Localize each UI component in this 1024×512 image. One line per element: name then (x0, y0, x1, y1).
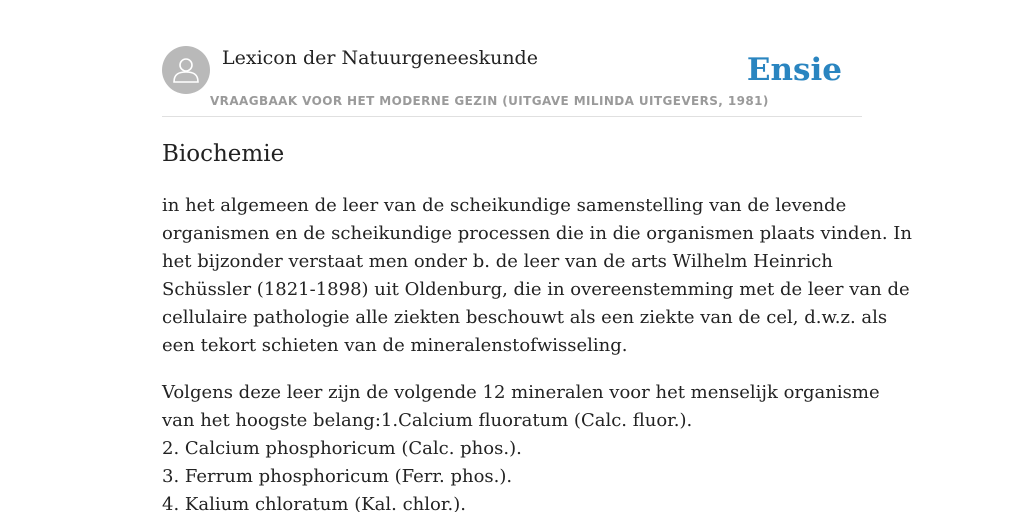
paragraph-1 (162, 192, 912, 360)
article (162, 138, 912, 512)
site-header (162, 46, 862, 117)
list-item: 3. Ferrum phosphoricum (Ferr. phos.). (162, 466, 513, 487)
article-title: Biochemie (162, 141, 285, 167)
list-item: 4. Kalium chloratum (Kal. chlor.). (162, 494, 466, 512)
paragraph-2 (162, 379, 880, 512)
text-line: van het hoogste belang:1.Calcium fluoratum (Calc. fluor.). (162, 410, 693, 431)
brand-logo[interactable]: Ensie (746, 52, 842, 88)
text-line: in het algemeen de leer van de scheikundige samenstelling van de levende (162, 195, 847, 216)
lexicon-subtitle: VRAAGBAAK VOOR HET MODERNE GEZIN (UITGAVE MILINDA UITGEVERS, 1981) (210, 94, 769, 108)
text-line: het bijzonder verstaat men onder b. de leer van de arts Wilhelm Heinrich (162, 251, 833, 272)
text-line: Schüssler (1821-1898) uit Oldenburg, die in overeenstemming met de leer van de (162, 279, 910, 300)
text-line: Volgens deze leer zijn de volgende 12 mineralen voor het menselijk organisme (162, 382, 880, 403)
text-line: cellulaire pathologie alle ziekten beschouwt als een ziekte van de cel, d.w.z. als (162, 307, 888, 328)
text-line: een tekort schieten van de mineralenstofwisseling. (162, 335, 628, 356)
text-line: organismen en de scheikundige processen die in die organismen plaats vinden. In (162, 223, 912, 244)
lexicon-title[interactable]: Lexicon der Natuurgeneeskunde (222, 47, 538, 69)
list-item: 2. Calcium phosphoricum (Calc. phos.). (162, 438, 522, 459)
person-icon[interactable] (162, 46, 210, 94)
